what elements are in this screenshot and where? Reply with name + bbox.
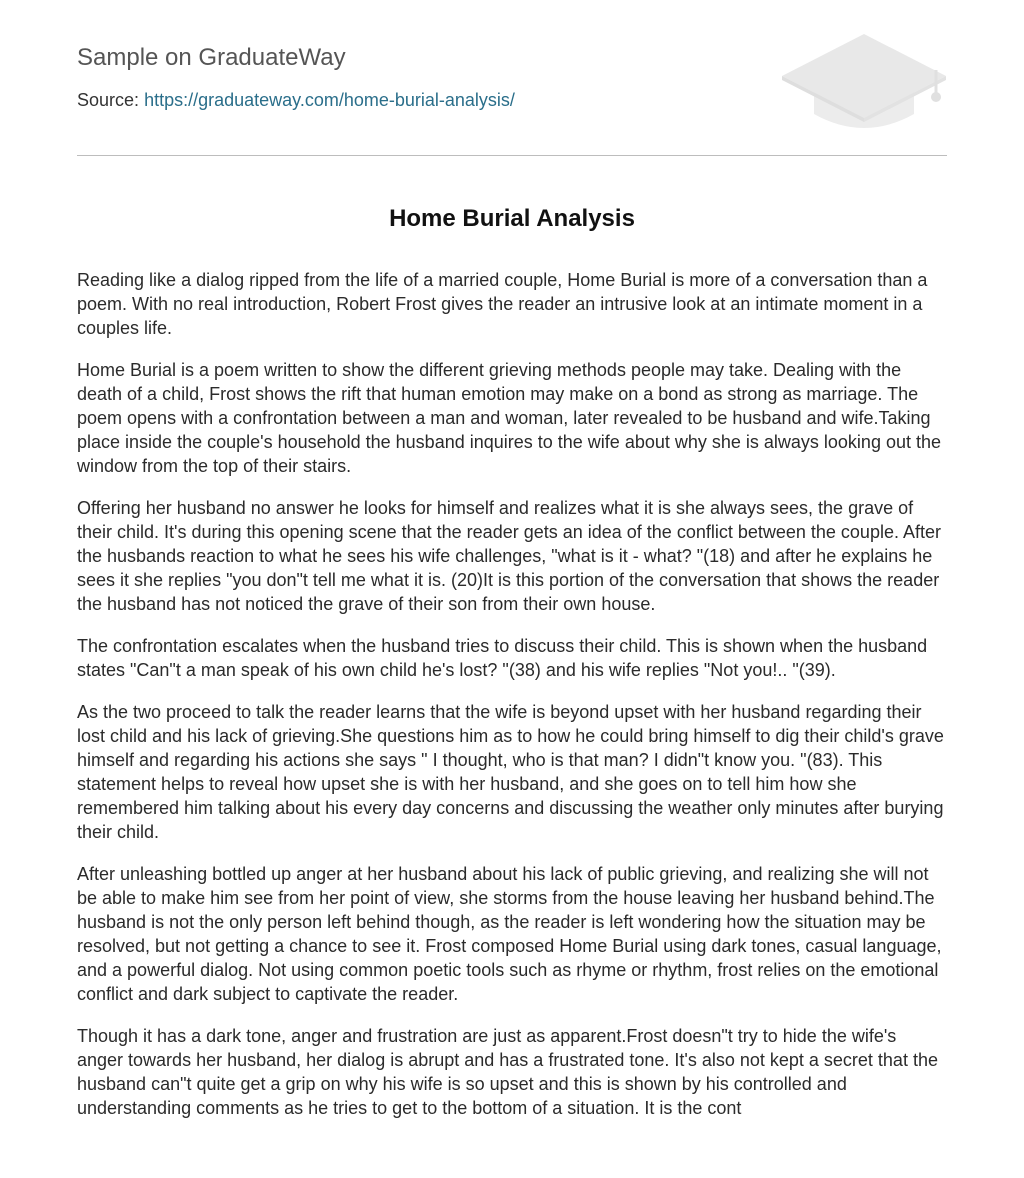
document-body bbox=[77, 268, 947, 1138]
graduation-cap-icon bbox=[780, 30, 948, 134]
paragraph: Reading like a dialog ripped from the life of a married couple, Home Burial is more of a conversation than a poem. With no real introduction, Robert Frost gives the reader an intrusive look at an intimate moment in a couples life. bbox=[77, 270, 928, 338]
header-divider bbox=[77, 155, 947, 156]
paragraph: Offering her husband no answer he looks for himself and realizes what it is she always sees, the grave of their child. It's during this opening scene that the reader gets an idea of the conflict between the couple. After the husbands reaction to what he sees his wife challenges, "what is it - what? "(18) and after he explains he sees it she replies "you don"t tell me what it is. (20)It is this portion of the conversation that shows the reader the husband has not noticed the grave of their son from their own house. bbox=[77, 498, 941, 614]
paragraph: Though it has a dark tone, anger and frustration are just as apparent.Frost doesn"t try to hide the wife's anger towards her husband, her dialog is abrupt and has a frustrated tone. It's also not kept a secret that the husband can"t quite get a grip on why his wife is so upset and this is shown by his controlled and understanding comments as he tries to get to the bottom of a situation. It is the cont bbox=[77, 1026, 938, 1118]
source-link[interactable]: https://graduateway.com/home-burial-analysis/ bbox=[144, 90, 515, 110]
document-title: Home Burial Analysis bbox=[389, 205, 635, 232]
paragraph: As the two proceed to talk the reader learns that the wife is beyond upset with her husband regarding their lost child and his lack of grieving.She questions him as to how he could bring himself to dig their child's grave himself and regarding his actions she says " I thought, who is that man? I didn"t know you. "(83). This statement helps to reveal how upset she is with her husband, and she goes on to tell him how she remembered him talking about his every day concerns and discussing the weather only minutes after burying their child. bbox=[77, 702, 944, 842]
paragraph: After unleashing bottled up anger at her husband about his lack of public grieving, and realizing she will not be able to make him see from her point of view, she storms from the house leaving her husband behind.The husband is not the only person left behind though, as the reader is left wondering how the situation may be resolved, but not getting a chance to see it. Frost composed Home Burial using dark tones, casual language, and a powerful dialog. Not using common poetic tools such as rhyme or rhythm, frost relies on the emotional conflict and dark subject to captivate the reader. bbox=[77, 864, 942, 1004]
paragraph: Home Burial is a poem written to show the different grieving methods people may take. Dealing with the death of a child, Frost shows the rift that human emotion may make on a bond as strong as marriage. The poem opens with a confrontation between a man and woman, later revealed to be husband and wife.Taking place inside the couple's household the husband inquires to the wife about why she is always looking out the window from the top of their stairs. bbox=[77, 360, 941, 476]
page-header bbox=[77, 0, 947, 156]
source-line bbox=[77, 90, 515, 111]
paragraph: The confrontation escalates when the husband tries to discuss their child. This is shown when the husband states "Can"t a man speak of his own child he's lost? "(38) and his wife replies "Not you!.. "(39). bbox=[77, 636, 928, 680]
source-label: Source: bbox=[77, 90, 140, 110]
site-title: Sample on GraduateWay bbox=[77, 44, 346, 71]
